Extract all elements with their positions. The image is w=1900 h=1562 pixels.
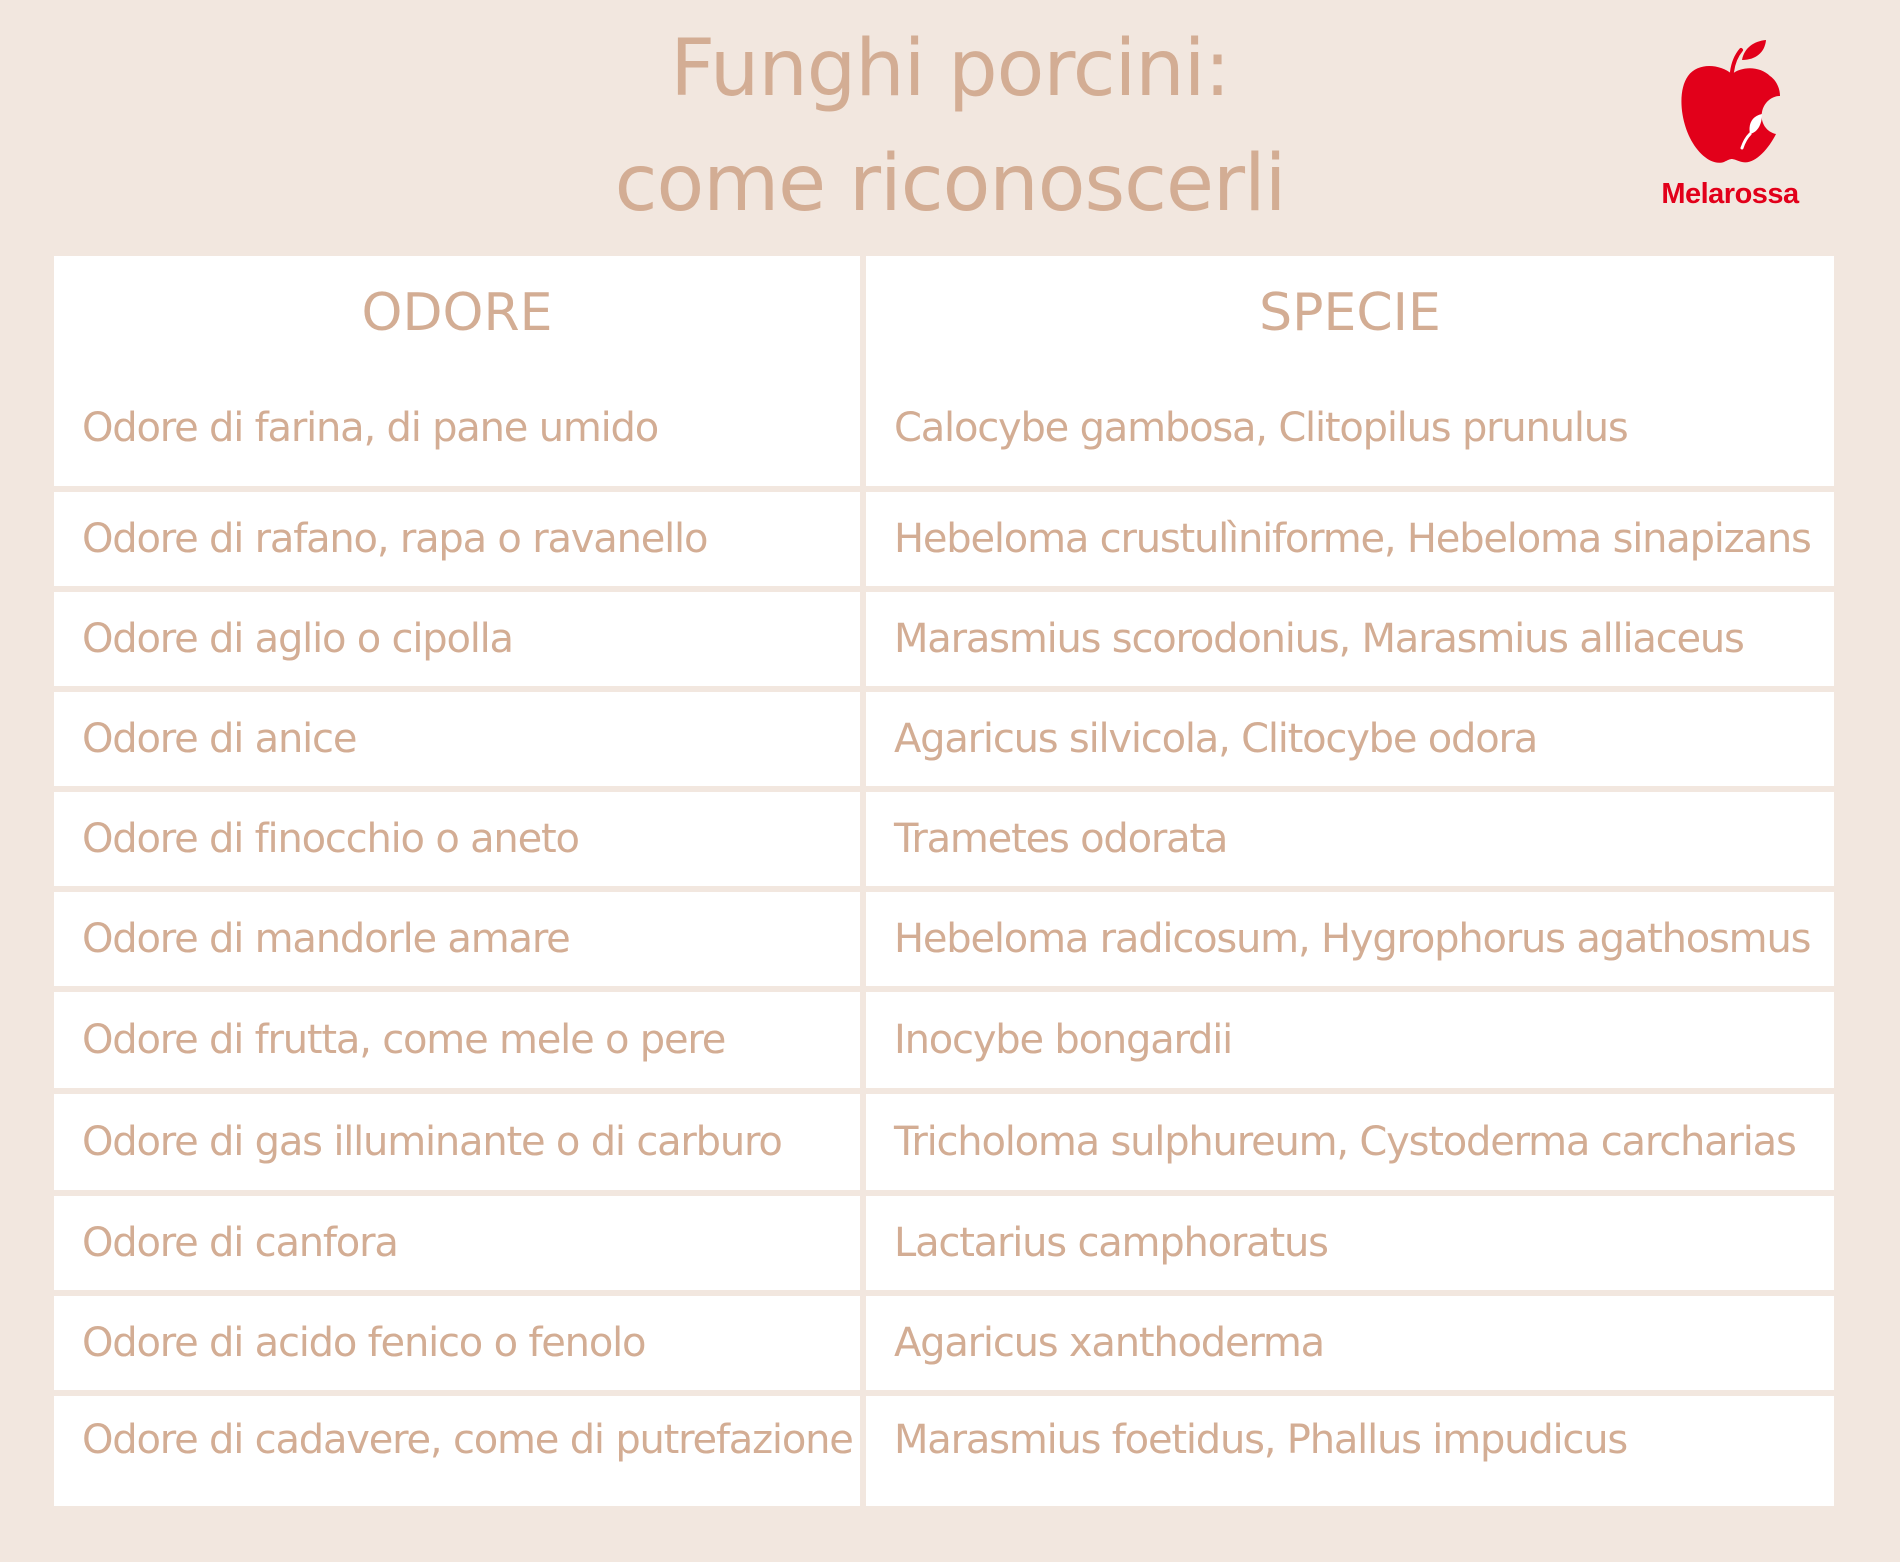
odore-cell xyxy=(54,592,860,686)
specie-text: Marasmius foetidus, Phallus impudicus xyxy=(894,1417,1628,1463)
odore-cell xyxy=(54,792,860,886)
table-row xyxy=(54,370,1834,486)
odore-cell xyxy=(54,992,860,1088)
odore-text: Odore di rafano, rapa o ravanello xyxy=(82,516,708,562)
specie-text: Agaricus silvicola, Clitocybe odora xyxy=(894,716,1538,762)
odore-cell xyxy=(54,370,860,486)
table-row xyxy=(54,792,1834,886)
specie-cell xyxy=(866,492,1834,586)
specie-text: Calocybe gambosa, Clitopilus prunulus xyxy=(894,405,1628,451)
table-row xyxy=(54,1296,1834,1390)
specie-cell xyxy=(866,592,1834,686)
odore-specie-table xyxy=(54,256,1834,1506)
header-odore-label: ODORE xyxy=(361,283,553,343)
page-title-line-1: Funghi porcini: xyxy=(670,24,1230,114)
odore-text: Odore di cadavere, come di putrefazione xyxy=(82,1417,853,1463)
specie-text: Hebeloma radicosum, Hygrophorus agathosmus xyxy=(894,916,1811,962)
specie-cell xyxy=(866,1296,1834,1390)
specie-cell xyxy=(866,1196,1834,1290)
odore-cell xyxy=(54,892,860,986)
melarossa-logo xyxy=(1640,38,1820,218)
odore-cell xyxy=(54,1196,860,1290)
table-row xyxy=(54,892,1834,986)
specie-cell xyxy=(866,370,1834,486)
odore-text: Odore di finocchio o aneto xyxy=(82,816,579,862)
odore-cell xyxy=(54,1094,860,1190)
odore-text: Odore di acido fenico o fenolo xyxy=(82,1320,646,1366)
specie-cell xyxy=(866,792,1834,886)
specie-text: Hebeloma crustulìniforme, Hebeloma sinapizans xyxy=(894,516,1811,562)
table-row xyxy=(54,992,1834,1088)
odore-cell xyxy=(54,1296,860,1390)
specie-text: Trametes odorata xyxy=(894,816,1228,862)
specie-cell xyxy=(866,1396,1834,1506)
odore-text: Odore di gas illuminante o di carburo xyxy=(82,1119,782,1165)
logo-wordmark: Melarossa xyxy=(1661,178,1799,210)
table-header-row xyxy=(54,256,1834,370)
odore-cell xyxy=(54,492,860,586)
table-row xyxy=(54,592,1834,686)
specie-text: Inocybe bongardii xyxy=(894,1017,1233,1063)
specie-cell xyxy=(866,692,1834,786)
specie-cell xyxy=(866,1094,1834,1190)
header-specie-label: SPECIE xyxy=(1259,283,1441,343)
specie-text: Marasmius scorodonius, Marasmius alliaceus xyxy=(894,616,1744,662)
specie-cell xyxy=(866,892,1834,986)
apple-icon xyxy=(1676,38,1788,168)
odore-text: Odore di farina, di pane umido xyxy=(82,405,658,451)
header-odore xyxy=(54,256,860,370)
page-title-line-2: come riconoscerli xyxy=(614,139,1286,229)
table-row xyxy=(54,692,1834,786)
odore-cell xyxy=(54,692,860,786)
specie-text: Lactarius camphoratus xyxy=(894,1220,1328,1266)
odore-cell xyxy=(54,1396,860,1506)
odore-text: Odore di anice xyxy=(82,716,357,762)
specie-cell xyxy=(866,992,1834,1088)
odore-text: Odore di frutta, come mele o pere xyxy=(82,1017,726,1063)
odore-text: Odore di canfora xyxy=(82,1220,398,1266)
specie-text: Agaricus xanthoderma xyxy=(894,1320,1324,1366)
table-row xyxy=(54,1196,1834,1290)
odore-text: Odore di aglio o cipolla xyxy=(82,616,513,662)
table-row xyxy=(54,1094,1834,1190)
header-specie xyxy=(866,256,1834,370)
odore-text: Odore di mandorle amare xyxy=(82,916,570,962)
table-row xyxy=(54,492,1834,586)
specie-text: Tricholoma sulphureum, Cystoderma carcharias xyxy=(894,1119,1796,1165)
table-row xyxy=(54,1396,1834,1506)
